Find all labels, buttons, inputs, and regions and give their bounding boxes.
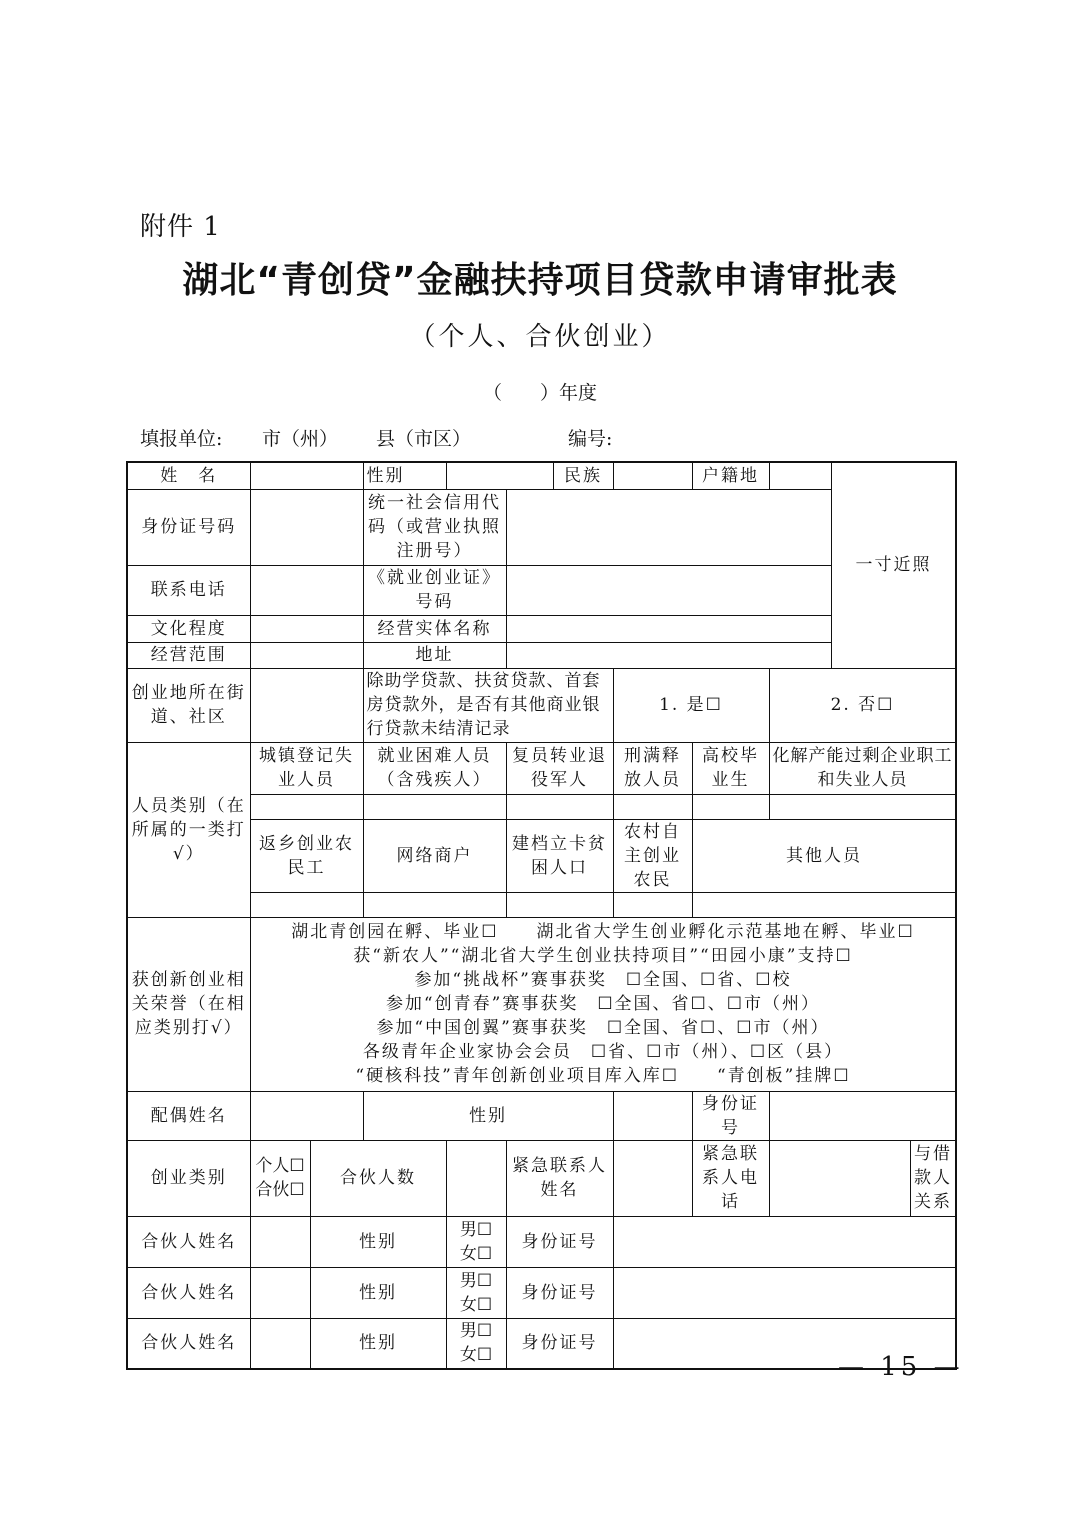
credit-code-value[interactable] <box>506 489 831 565</box>
year-line <box>0 378 1080 405</box>
partner-gender-options <box>446 1318 506 1369</box>
category-other-check[interactable] <box>692 892 956 917</box>
male-option[interactable]: 男☐ <box>459 1219 493 1240</box>
partner-name-value[interactable] <box>250 1267 310 1318</box>
partner-name-value[interactable] <box>250 1318 310 1369</box>
spouse-id-value[interactable] <box>769 1091 956 1140</box>
fill-serial-label: 编号: <box>568 428 613 450</box>
category-veteran-check[interactable] <box>506 794 613 819</box>
partner-gender-label: 性别 <box>310 1318 446 1369</box>
female-option[interactable]: 女☐ <box>459 1294 493 1315</box>
partner-id-value[interactable] <box>613 1267 956 1318</box>
location-label: 创业地所在街道、社区 <box>127 668 250 742</box>
fill-county-label: 县（市区） <box>376 428 472 450</box>
partner-gender-options <box>446 1216 506 1267</box>
scope-label: 经营范围 <box>127 642 250 668</box>
category-laid-off: 化解产能过剩企业职工和失业人员 <box>769 742 956 794</box>
spouse-id-label: 身份证号 <box>692 1091 769 1140</box>
address-value[interactable] <box>506 642 831 668</box>
individual-option[interactable]: 个人☐ <box>255 1156 305 1176</box>
hukou-label: 户籍地 <box>692 462 769 489</box>
phone-value[interactable] <box>250 565 363 615</box>
scope-value[interactable] <box>250 642 363 668</box>
emergency-phone-value[interactable] <box>769 1140 910 1216</box>
emergency-name-value[interactable] <box>613 1140 692 1216</box>
location-value[interactable] <box>250 668 363 742</box>
honor-item[interactable]: 参加“挑战杯”赛事获奖 ☐全国、☐省、☐校 <box>414 970 792 990</box>
personnel-type-label: 人员类别（在所属的一类打√） <box>127 742 250 917</box>
id-number-value[interactable] <box>250 489 363 565</box>
honor-item[interactable]: 参加“中国创翼”赛事获奖 ☐全国、省☐、☐市（州） <box>376 1018 830 1038</box>
education-label: 文化程度 <box>127 615 250 642</box>
partner-name-label: 合伙人姓名 <box>127 1318 250 1369</box>
category-veteran: 复员转业退役军人 <box>506 742 613 794</box>
honor-item[interactable]: 参加“创青春”赛事获奖 ☐全国、省☐、☐市（州） <box>385 994 821 1014</box>
fill-unit-label: 填报单位: <box>140 428 223 450</box>
year-open: （ <box>482 382 502 404</box>
name-value[interactable] <box>250 462 363 489</box>
category-returning-worker-check[interactable] <box>250 892 363 917</box>
employment-cert-label: 《就业创业证》号码 <box>363 565 506 615</box>
page-number: — 15 — <box>838 1352 964 1382</box>
partner-gender-label: 性别 <box>310 1216 446 1267</box>
category-farmer: 农村自主创业农民 <box>613 819 692 892</box>
category-released-check[interactable] <box>613 794 692 819</box>
category-other: 其他人员 <box>692 819 956 892</box>
entity-name-label: 经营实体名称 <box>363 615 506 642</box>
partner-name-label: 合伙人姓名 <box>127 1216 250 1267</box>
male-option[interactable]: 男☐ <box>459 1321 493 1342</box>
honor-item[interactable]: 各级青年企业家协会会员 ☐省、☐市（州）、☐区（县） <box>362 1042 844 1062</box>
id-number-label: 身份证号码 <box>127 489 250 565</box>
relation-label: 与借款人关系 <box>910 1140 956 1216</box>
education-value[interactable] <box>250 615 363 642</box>
honors-list <box>250 917 956 1091</box>
category-returning-worker: 返乡创业农民工 <box>250 819 363 892</box>
category-unemployed-check[interactable] <box>250 794 363 819</box>
category-online-merchant-check[interactable] <box>363 892 506 917</box>
phone-label: 联系电话 <box>127 565 250 615</box>
gender-label: 性别 <box>363 462 446 489</box>
category-poverty: 建档立卡贫困人口 <box>506 819 613 892</box>
gender-value[interactable] <box>446 462 553 489</box>
spouse-name-label: 配偶姓名 <box>127 1091 250 1140</box>
loans-no-option[interactable]: 2. 否☐ <box>769 668 956 742</box>
form-title: 湖北“青创贷”金融扶持项目贷款申请审批表 <box>182 260 898 301</box>
partner-id-label: 身份证号 <box>506 1216 613 1267</box>
partner-count-value[interactable] <box>446 1140 506 1216</box>
emergency-name-label: 紧急联系人姓名 <box>506 1140 613 1216</box>
employment-cert-value[interactable] <box>506 565 831 615</box>
emergency-phone-label: 紧急联系人电话 <box>692 1140 769 1216</box>
honor-item[interactable]: 获“新农人”“湖北省大学生创业扶持项目”“田园小康”支持☐ <box>353 946 853 966</box>
category-laid-off-check[interactable] <box>769 794 956 819</box>
partner-name-value[interactable] <box>250 1216 310 1267</box>
honor-item[interactable]: “硬核科技”青年创新创业项目库入库☐ “青创板”挂牌☐ <box>355 1066 851 1086</box>
partnership-option[interactable]: 合伙☐ <box>255 1180 305 1200</box>
fill-city-label: 市（州） <box>262 428 339 450</box>
application-form-table <box>126 461 957 1370</box>
partner-id-value[interactable] <box>613 1216 956 1267</box>
year-close: ）年度 <box>540 382 598 404</box>
category-poverty-check[interactable] <box>506 892 613 917</box>
category-released: 刑满释放人员 <box>613 742 692 794</box>
category-graduate: 高校毕业生 <box>692 742 769 794</box>
category-farmer-check[interactable] <box>613 892 692 917</box>
category-graduate-check[interactable] <box>692 794 769 819</box>
partner-id-label: 身份证号 <box>506 1318 613 1369</box>
name-label: 姓 名 <box>127 462 250 489</box>
loans-yes-option[interactable]: 1. 是☐ <box>613 668 769 742</box>
spouse-gender-label: 性别 <box>363 1091 613 1140</box>
female-option[interactable]: 女☐ <box>459 1345 493 1366</box>
photo-box: 一寸近照 <box>831 462 956 668</box>
category-online-merchant: 网络商户 <box>363 819 506 892</box>
other-loans-question: 除助学贷款、扶贫贷款、首套房贷款外，是否有其他商业银行贷款未结清记录 <box>363 668 613 742</box>
attachment-label: 附件 1 <box>140 212 221 242</box>
partner-gender-label: 性别 <box>310 1267 446 1318</box>
female-option[interactable]: 女☐ <box>459 1243 493 1264</box>
ethnicity-value[interactable] <box>613 462 692 489</box>
biz-type-label: 创业类别 <box>127 1140 250 1216</box>
partner-id-label: 身份证号 <box>506 1267 613 1318</box>
category-disadvantaged: 就业困难人员（含残疾人） <box>363 742 506 794</box>
partner-count-label: 合伙人数 <box>310 1140 446 1216</box>
honor-item[interactable]: 湖北青创园在孵、毕业☐ 湖北省大学生创业孵化示范基地在孵、毕业☐ <box>291 922 915 942</box>
category-disadvantaged-check[interactable] <box>363 794 506 819</box>
spouse-gender-value[interactable] <box>613 1091 692 1140</box>
entity-name-value[interactable] <box>506 615 831 642</box>
partner-gender-options <box>446 1267 506 1318</box>
address-label: 地址 <box>363 642 506 668</box>
honors-label: 获创新创业相关荣誉（在相应类别打√） <box>127 917 250 1091</box>
ethnicity-label: 民族 <box>553 462 613 489</box>
male-option[interactable]: 男☐ <box>459 1270 493 1291</box>
credit-code-label: 统一社会信用代码（或营业执照注册号） <box>363 489 506 565</box>
hukou-value[interactable] <box>769 462 831 489</box>
partner-name-label: 合伙人姓名 <box>127 1267 250 1318</box>
biz-type-options <box>250 1140 310 1216</box>
category-unemployed: 城镇登记失业人员 <box>250 742 363 794</box>
form-subtitle: （个人、合伙创业） <box>409 322 671 352</box>
spouse-name-value[interactable] <box>250 1091 363 1140</box>
